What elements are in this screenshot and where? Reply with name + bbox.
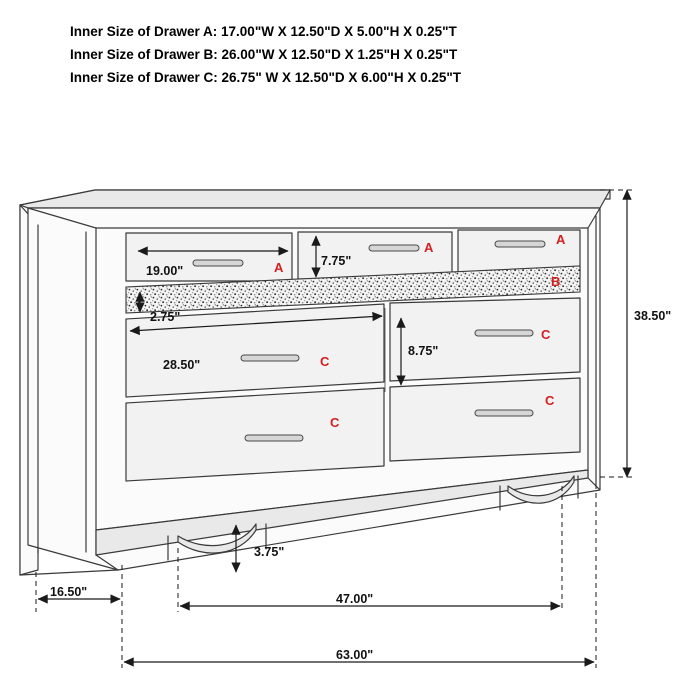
tag-a1: A xyxy=(274,260,284,275)
handle-c-bottom-left[interactable] xyxy=(245,435,303,441)
dim-base-clearance: 3.75" xyxy=(254,545,285,559)
spec-note-a: Inner Size of Drawer A: 17.00"W X 12.50"D X 5.00"H X 0.25"T xyxy=(70,24,457,39)
handle-a2[interactable] xyxy=(369,245,419,251)
tag-c-bottom-left: C xyxy=(330,415,340,430)
dim-band-height: 2.75" xyxy=(150,310,181,324)
dim-drawer-a-width: 19.00" xyxy=(146,264,184,278)
dim-drawer-c-height: 8.75" xyxy=(408,344,439,358)
dresser-illustration xyxy=(20,190,610,575)
drawer-c-right-top[interactable] xyxy=(390,298,580,381)
drawer-c-right-bottom[interactable] xyxy=(390,378,580,461)
dim-drawer-c-width: 28.50" xyxy=(163,358,201,372)
tag-a3: A xyxy=(556,232,566,247)
tag-c-center: C xyxy=(320,354,330,369)
spec-note-b: Inner Size of Drawer B: 26.00"W X 12.50"D X 1.25"H X 0.25"T xyxy=(70,47,458,62)
dim-base-width: 47.00" xyxy=(336,592,374,606)
tag-c-right-bottom: C xyxy=(545,393,555,408)
handle-c-right-bottom[interactable] xyxy=(475,410,533,416)
tag-b: B xyxy=(551,274,561,289)
handle-a1[interactable] xyxy=(193,260,243,266)
handle-c-right-top[interactable] xyxy=(475,330,533,336)
dim-overall-width: 63.00" xyxy=(336,648,374,662)
dresser-top-surface xyxy=(20,190,610,208)
handle-c-center[interactable] xyxy=(241,355,299,361)
dim-depth: 16.50" xyxy=(50,585,88,599)
tag-a2: A xyxy=(424,240,434,255)
dim-drawer-a-height: 7.75" xyxy=(321,254,352,268)
spec-note-c: Inner Size of Drawer C: 26.75" W X 12.50"D X 6.00"H X 0.25"T xyxy=(70,70,462,85)
tag-c-right-top: C xyxy=(541,327,551,342)
handle-a3[interactable] xyxy=(495,241,545,247)
dim-overall-height: 38.50" xyxy=(634,309,672,323)
